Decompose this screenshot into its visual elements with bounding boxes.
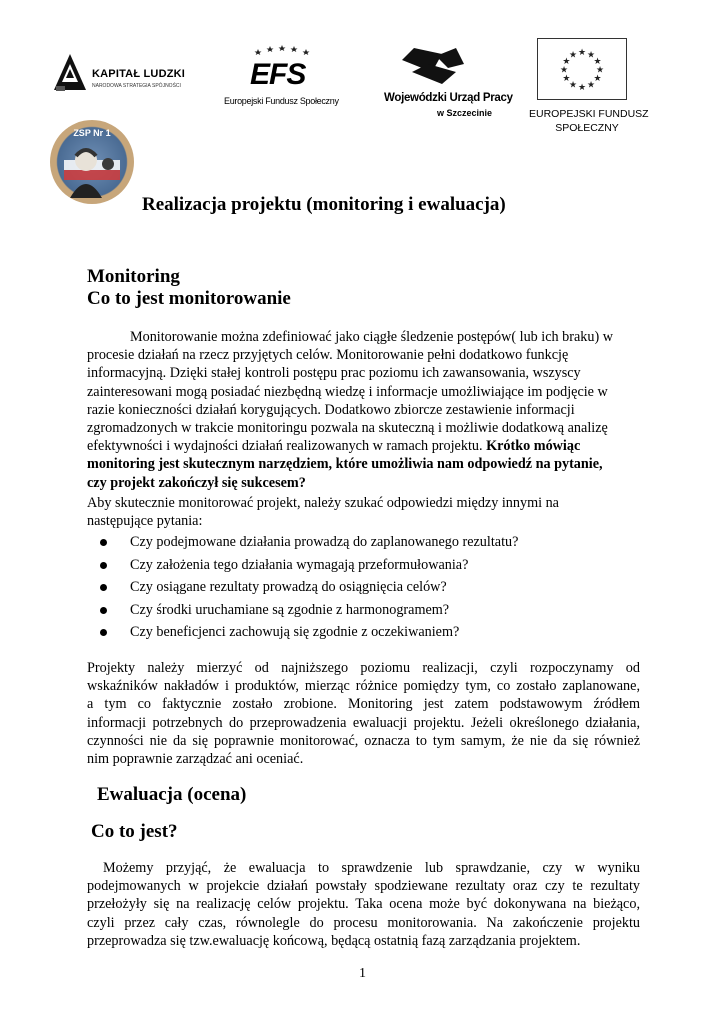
eu-flag-frame: [537, 38, 627, 100]
paragraph-line: Możemy przyjąć, że ewaluacja to sprawdzenie lub sprawdzanie, czy w wyniku: [103, 860, 640, 876]
list-item: [90, 599, 640, 622]
svg-text:★: ★: [586, 50, 596, 61]
eu-stars-arc-icon: [252, 44, 312, 58]
paragraph-line: Projekty należy mierzyć od najniższego poziomu realizacji, czyli rozpoczynamy od: [87, 660, 640, 676]
svg-text:★: ★: [568, 80, 578, 91]
svg-text:★: ★: [562, 57, 571, 67]
portrait-icon: [50, 120, 134, 204]
paragraph-line: a tym co faktycznie zostało zrobione. Monitoring jest zatem podstawowym źródłem: [87, 696, 640, 713]
page-number: 1: [359, 966, 366, 981]
svg-text:★: ★: [562, 74, 571, 84]
svg-text:★: ★: [568, 50, 578, 61]
question-text: Czy beneficjenci zachowują się zgodnie z oczekiwaniem?: [130, 624, 460, 640]
question-text: Czy założenia tego działania wymagają przeformułowania?: [130, 556, 469, 573]
intro-line: procesie działań na rzecz przyjętych celów. Monitorowanie pełni dodatkowo funkcję: [87, 347, 569, 364]
svg-text:★: ★: [593, 74, 602, 84]
efs-logo: [222, 44, 340, 110]
bullet-icon: [100, 584, 107, 591]
kapital-ludzki-emblem-icon: [52, 52, 88, 92]
bullet-icon: [100, 539, 107, 546]
monitoring-intro-paragraph: [87, 328, 643, 492]
ewaluacja-subheading: Co to jest?: [91, 821, 178, 842]
questions-list: [90, 531, 640, 644]
intro-line: efektywności i wydajności działań realizowanych w ramach projektu.: [87, 438, 483, 455]
questions-intro-line: Aby skutecznie monitorować projekt, należy szukać odpowiedzi między innymi na: [87, 495, 559, 511]
paragraph-line: podejmowanych w projekcie działań powstały spodziewane rezultaty oraz czy te rezultaty: [87, 878, 640, 895]
list-item: [90, 621, 640, 644]
bullet-icon: [100, 607, 107, 614]
ewaluacja-heading: Ewaluacja (ocena): [97, 784, 247, 805]
intro-line: razie konieczności działań korygujących. Dodatkowo zbiorcze zestawienie informacji: [87, 401, 575, 418]
intro-line: zgromadzonych w trakcie monitoringu pozwala na skuteczną i możliwie dodatkową analizę: [87, 420, 608, 437]
kapital-ludzki-logo: [52, 52, 227, 96]
svg-text:★: ★: [577, 83, 587, 93]
intro-bold-line: monitoring jest skutecznym narzędziem, które umożliwia nam odpowiedź na pytanie,: [87, 456, 603, 473]
svg-text:★: ★: [595, 65, 605, 76]
monitoring-paragraph-2: [87, 659, 640, 768]
monitoring-heading: Monitoring: [87, 266, 180, 287]
paragraph-line: czyli przez cały czas, równolegle do procesu monitorowania. Na zakończenie projektu: [87, 914, 640, 931]
list-item: [90, 554, 640, 577]
paragraph-line: przeprowadza się tzw.ewaluację końcową, będącą ostatnią fazą zarządzania projektem.: [87, 932, 581, 949]
wup-emblem-icon: [396, 42, 468, 88]
intro-line-mixed: [87, 437, 643, 455]
svg-text:★: ★: [593, 57, 602, 67]
eu-flag-logo: [527, 38, 649, 138]
question-text: Czy podejmowane działania prowadzą do zaplanowanego rezultatu?: [130, 534, 519, 550]
kapital-ludzki-subtitle: NARODOWA STRATEGIA SPÓJNOŚCI: [92, 83, 181, 89]
school-emblem: [50, 120, 134, 204]
svg-text:★: ★: [577, 48, 587, 58]
school-badge-text: ZSP Nr 1: [73, 128, 111, 138]
paragraph-line: wskaźników nakładów i produktów, mierząc różnice pomiędzy tym, co zostało zaplanowane,: [87, 678, 640, 695]
eu-stars-circle-icon: [538, 39, 626, 99]
wup-line2: w Szczecinie: [436, 108, 492, 118]
paragraph-line: informacji potrzebnych do przeprowadzenia ewaluacji projektu. Jeżeli określonego działania,: [87, 714, 640, 731]
paragraph-line: czynności nie da się poprawnie monitorować, oznacza to tym samym, że nie da się również: [87, 732, 640, 749]
svg-text:★: ★: [559, 65, 569, 76]
eu-caption-line1: EUROPEJSKI FUNDUSZ: [529, 108, 649, 120]
wup-logo: [382, 42, 513, 126]
paragraph-line: nim poprawnie zarządzać ani oceniać.: [87, 751, 304, 768]
wup-line1: Wojewódzki Urząd Pracy: [384, 92, 513, 104]
question-text: Czy środki uruchamiane są zgodnie z harmonogramem?: [130, 601, 450, 618]
intro-line: informacyjną. Dzięki stałej kontroli postępu prac poziomu ich zawansowania, wszyscy: [87, 365, 581, 382]
monitoring-subheading: Co to jest monitorowanie: [87, 288, 291, 309]
kapital-ludzki-title: KAPITAŁ LUDZKI: [92, 68, 186, 80]
bullet-icon: [100, 629, 107, 636]
ewaluacja-paragraph: [87, 859, 640, 950]
eu-caption-line2: SPOŁECZNY: [555, 122, 619, 134]
document-title: Realizacja projektu (monitoring i ewaluacja): [142, 194, 506, 215]
list-item: [90, 531, 640, 554]
questions-intro-line: następujące pytania:: [87, 513, 203, 530]
efs-mark: EFS: [250, 58, 306, 91]
intro-bold-start: Krótko mówiąc: [486, 438, 581, 455]
intro-bold-line: czy projekt zakończył się sukcesem?: [87, 474, 306, 491]
intro-line: zainteresowani mogą posiadać niezbędną wiedzę i informacje umożliwiające im podjęcie w: [87, 383, 608, 400]
questions-intro: [87, 494, 643, 530]
svg-text:★: ★: [586, 80, 596, 91]
paragraph-line: przełożyły się na realizację celów projektu. Taka ocena może być dokonywana na bieżąco,: [87, 896, 640, 913]
question-text: Czy osiągane rezultaty prowadzą do osiągnięcia celów?: [130, 579, 447, 595]
intro-line: Monitorowanie można zdefiniować jako ciągłe śledzenie postępów( lub ich braku) w: [130, 329, 613, 345]
efs-caption: Europejski Fundusz Społeczny: [224, 96, 339, 106]
list-item: [90, 576, 640, 599]
bullet-icon: [100, 562, 107, 569]
